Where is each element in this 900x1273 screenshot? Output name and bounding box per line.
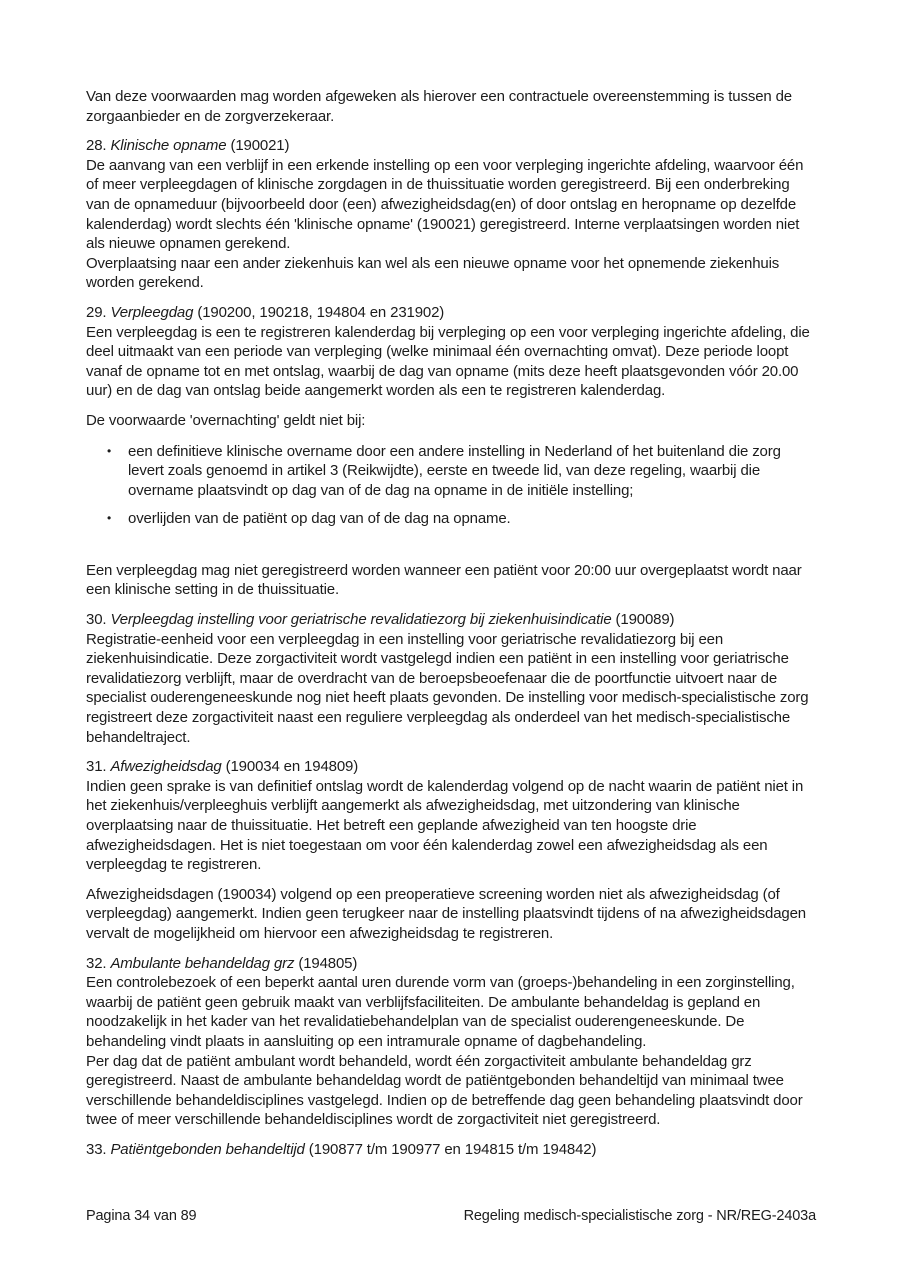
section-number: 29. (86, 303, 107, 321)
list-item: • een definitieve klinische overname door een andere instelling in Nederland of het buitenland die zorg levert zoals genoemd in artikel 3 (Reikwijdte), eerste en tweede lid, van deze regeling, waarbij die overname plaatsvindt op dag van of de dag na opname in de initiële instelling; (86, 442, 816, 501)
section-28-paragraph-2: Overplaatsing naar een ander ziekenhuis kan wel als een nieuwe opname voor het opnemende ziekenhuis worden gerekend. (86, 254, 780, 292)
section-29 (86, 303, 816, 401)
section-codes: (190034 en 194809) (225, 758, 359, 776)
section-30-paragraph-1: Registratie-eenheid voor een verpleegdag in een instelling voor geriatrische revalidatiezorg bij een ziekenhuisindicatie. Deze zorgactiviteit wordt vastgelegd indien een patiënt in een instelling voor geriatrische revalidatiezorg verblijft, maar de overdracht van de beroepsbeoefenaar die de poortfunctie uitvoert naar de specialist ouderengeneeskunde nog niet heeft plaats gevonden. De instelling voor medisch-specialistische zorg registreert deze zorgactiviteit naast een reguliere verpleegdag als onderdeel van het medisch-specialistische behandeltraject. (86, 630, 809, 746)
intro-paragraph: Van deze voorwaarden mag worden afgeweken als hierover een contractuele overeenstemming is tussen de zorgaanbieder en de zorgverzekeraar. (86, 88, 792, 125)
section-33 (86, 1140, 816, 1160)
footer-page-number: Pagina 34 van 89 (86, 1208, 197, 1224)
section-29-heading (86, 303, 816, 323)
section-title: Afwezigheidsdag (110, 758, 222, 776)
overnachting-intro: De voorwaarde 'overnachting' geldt niet bij: (86, 411, 366, 429)
document-body (86, 87, 816, 1160)
section-32-paragraph-2: Per dag dat de patiënt ambulant wordt behandeld, wordt één zorgactiviteit ambulante behandeldag grz geregistreerd. Naast de ambulante behandeldag wordt de patiëntgebonden behandeltijd van minimaal twee verschillende behandeldisciplines vastgelegd. Indien op de betreffende dag geen behandeling plaatsvindt door twee of meer verschillende behandeldisciplines wordt de zorgactiviteit niet geregistreerd. (86, 1052, 803, 1129)
section-codes: (190877 t/m 190977 en 194815 t/m 194842) (308, 1140, 597, 1158)
section-31-heading (86, 757, 816, 777)
footer-document-reference: Regeling medisch-specialistische zorg - NR/REG-2403a (463, 1208, 816, 1224)
section-32-paragraph-1: Een controlebezoek of een beperkt aantal uren durende vorm van (groeps-)behandeling in een zorginstelling, waarbij de patiënt geen gebruik maakt van verblijfsfaciliteiten. De ambulante behandeldag is gepland en noodzakelijk in het kader van het revalidatiebehandelplan van de specialist ouderengeneeskunde. De behandeling vindt plaats in aansluiting op een intramurale opname of dagbehandeling. (86, 974, 795, 1050)
section-32 (86, 954, 816, 1130)
afwezigheidsdagen-note: Afwezigheidsdagen (190034) volgend op een preoperatieve screening worden niet als afwezigheidsdag (of verpleegdag) aangemerkt. Indien geen terugkeer naar de instelling plaatsvindt tijdens of na afwezigheidsdagen vervalt de mogelijkheid om hiervoor een afwezigheidsdag te registreren. (86, 885, 806, 942)
section-31 (86, 757, 816, 875)
section-30-heading (86, 610, 816, 630)
section-codes: (194805) (298, 954, 358, 972)
section-title: Verpleegdag instelling voor geriatrische revalidatiezorg bij ziekenhuisindicatie (110, 611, 612, 629)
section-title: Patiëntgebonden behandeltijd (110, 1140, 305, 1158)
section-33-heading (86, 1140, 816, 1160)
section-28-paragraph-1: De aanvang van een verblijf in een erkende instelling op een voor verpleging ingerichte afdeling, waarvoor één of meer verpleegdagen of klinische zorgdagen in de thuissituatie worden geregistreerd. Bij een onderbreking van de opnameduur (bijvoorbeeld door (een) afwezigheidsdag(en) of door ontslag en heropname op dezelfde kalenderdag) wordt slechts één 'klinische opname' (190021) geregistreerd. Interne verplaatsingen worden niet als nieuwe opnamen gerekend. (86, 156, 804, 253)
section-codes: (190021) (230, 137, 290, 155)
section-codes: (190089) (615, 611, 675, 629)
section-32-heading (86, 954, 816, 974)
section-title: Ambulante behandeldag grz (110, 954, 295, 972)
section-number: 31. (86, 758, 107, 776)
overnachting-exceptions-list (86, 442, 816, 529)
page-footer (86, 1208, 816, 1224)
section-29-paragraph-1: Een verpleegdag is een te registreren kalenderdag bij verpleging op een voor verpleging ingerichte afdeling, die deel uitmaakt van een periode van verpleging (welke minimaal één overnachting omvat). Deze periode loopt vanaf de opname tot en met ontslag, waarbij de dag van opname (mits deze heeft plaatsgevonden vóór 20.00 uur) en de dag van ontslag beide aangemerkt worden als een te registreren kalenderdag. (86, 323, 810, 400)
list-item: • overlijden van de patiënt op dag van of de dag na opname. (86, 509, 816, 529)
section-30 (86, 610, 816, 747)
section-title: Verpleegdag (110, 303, 194, 321)
section-28 (86, 136, 816, 293)
verpleegdag-note: Een verpleegdag mag niet geregistreerd worden wanneer een patiënt voor 20:00 uur overgeplaatst wordt naar een klinische setting in de thuissituatie. (86, 561, 802, 599)
section-codes: (190200, 190218, 194804 en 231902) (197, 303, 445, 321)
section-number: 30. (86, 611, 107, 629)
section-number: 28. (86, 137, 107, 155)
section-title: Klinische opname (110, 137, 227, 155)
section-28-heading (86, 136, 816, 156)
section-number: 33. (86, 1140, 107, 1158)
section-number: 32. (86, 954, 107, 972)
section-31-paragraph-1: Indien geen sprake is van definitief ontslag wordt de kalenderdag volgend op de nacht waarin de patiënt niet in het ziekenhuis/verpleeghuis verblijft aangemerkt als afwezigheidsdag, met uitzondering van klinische overplaatsing naar de thuissituatie. Het betreft een geplande afwezigheid van ten hoogste drie afwezigheidsdagen. Het is niet toegestaan om voor één kalenderdag zowel een afwezigheidsdag als een verpleegdag te registreren. (86, 777, 804, 874)
